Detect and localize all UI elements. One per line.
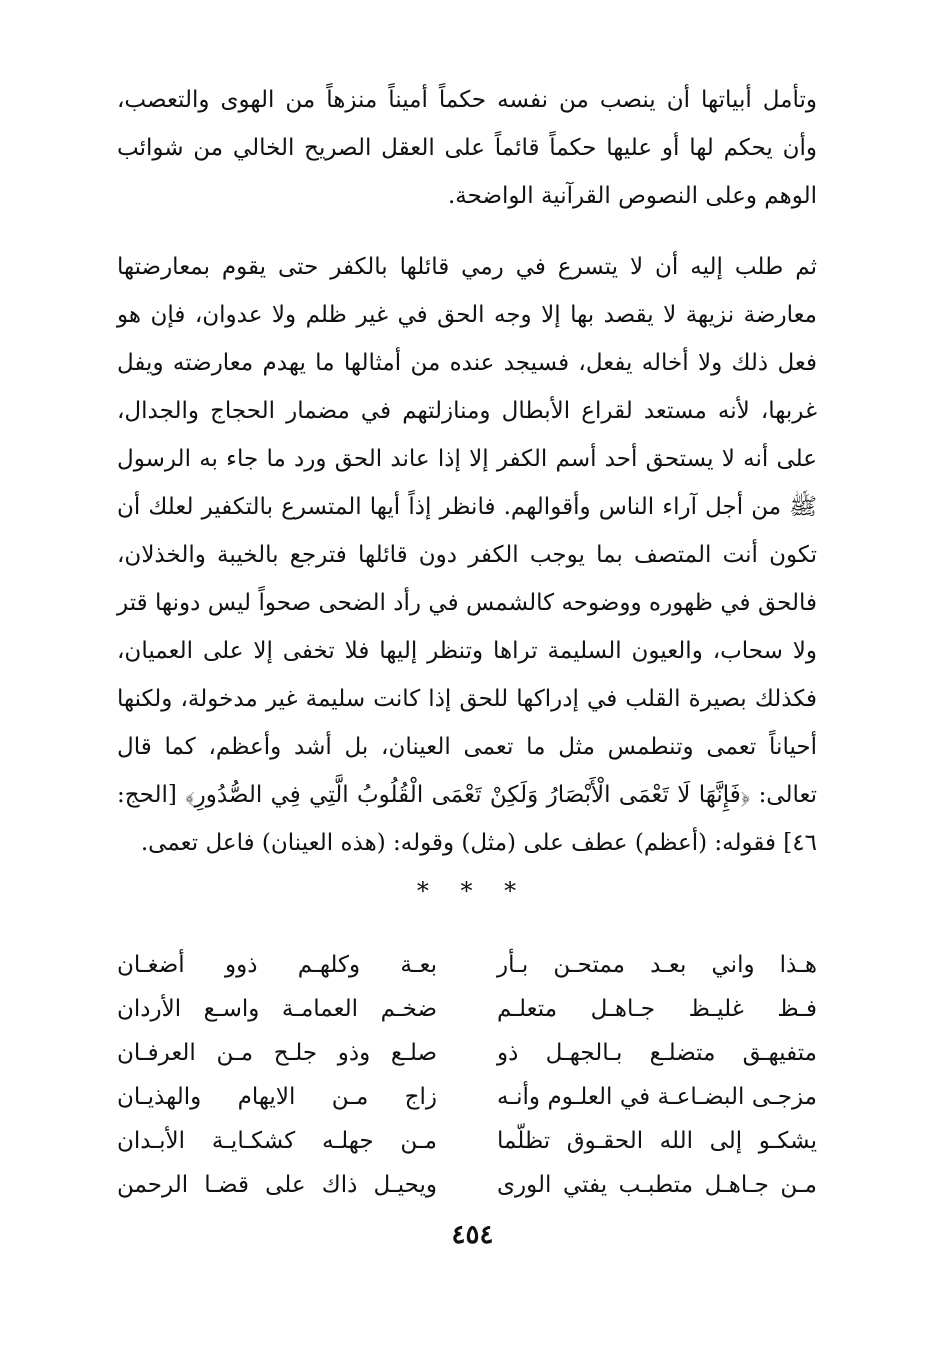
verse-first-hemistich: مزجـى البضـاعـة في العلـوم وأنـه [497, 1084, 817, 1110]
verse-second-hemistich: ضخـم العمامـة واسـع الأردان [117, 996, 437, 1022]
section-separator: * * * [416, 877, 529, 905]
verse-first-hemistich: هـذا واني بعـد ممتحـن بـأر [497, 952, 817, 978]
poem-verse [117, 987, 817, 1031]
poem-verse [117, 1031, 817, 1075]
verse-first-hemistich: متفيهـق متضلـع بـالجهـل ذو [497, 1040, 817, 1066]
verse-second-hemistich: ويحيـل ذاك على قضـا الرحمن [117, 1172, 437, 1198]
verse-second-hemistich: صلـع وذو جلـح مـن العرفـان [117, 1040, 437, 1066]
poem-block [117, 943, 817, 1207]
verse-second-hemistich: مـن جهلـه كشكـايـة الأبـدان [117, 1128, 437, 1154]
poem-verse [117, 1119, 817, 1163]
verse-second-hemistich: بعـة وكلهـم ذوو أضغـان [117, 952, 437, 978]
paragraph-intro [117, 76, 817, 220]
poem-verse [117, 1075, 817, 1119]
poem-verse [117, 943, 817, 987]
page-number: ٤٥٤ [451, 1220, 494, 1250]
verse-second-hemistich: زاج مـن الايهام والهذيـان [117, 1084, 437, 1110]
paragraph-text: وتأمل أبياتها أن ينصب من نفسه حكماً أميناً منزهاً من الهوى والتعصب، وأن يحكم لها أو عليها حكماً قائماً على العقل الصريح الخالي من شوائب الوهم وعلى النصوص القرآنية الواضحة. [117, 87, 817, 209]
verse-first-hemistich: فـظ غليـظ جـاهـل متعلـم [497, 996, 817, 1022]
paragraph-text: ثم طلب إليه أن لا يتسرع في رمي قائلها بالكفر حتى يقوم بمعارضتها معارضة نزيهة لا يقصد بها إلا وجه الحق في غير ظلم ولا عدوان، فإن هو فعل ذلك ولا أخاله يفعل، فسيجد عنده من أمثالها ما يهدم معارضته ويفل غربها، لأنه مستعد لقراع الأبطال ومنازلتهم في مضمار الحجاج والجدال، على أنه لا يستحق أحد أسم الكفر إلا إذا عاند الحق ورد ما جاء به الرسول ﷺ من أجل آراء الناس وأقوالهم. فانظر إذاً أيها المتسرع بالتكفير لعلك أن تكون أنت المتصف بما يوجب الكفر دون قائلها فترجع بالخيبة والخذلان، فالحق في ظهوره ووضوحه كالشمس في رأد الضحى صحواً ليس دونها قتر ولا سحاب، والعيون السليمة تراها وتنظر إليها فلا تخفى إلا على العميان، فكذلك بصيرة القلب في إدراكها للحق إذا كانت سليمة غير مدخولة، ولكنها أحياناً تعمى وتنطمس مثل ما تعمى العينان، بل أشد وأعظم، كما قال تعالى: ﴿فَإِنَّهَا لَا تَعْمَى الْأَبْصَارُ وَلَكِنْ تَعْمَى الْقُلُوبُ الَّتِي فِي الصُّدُورِ﴾ [الحج: ٤٦] فقوله: (أعظم) عطف على (مثل) وقوله: (هذه العينان) فاعل تعمى. [117, 254, 817, 856]
verse-first-hemistich: مـن جـاهـل متطبـب يفتي الورى [497, 1172, 817, 1198]
poem-verse [117, 1163, 817, 1207]
verse-first-hemistich: يشكـو إلى الله الحقـوق تظلّما [497, 1128, 817, 1154]
paragraph-main [117, 243, 817, 867]
